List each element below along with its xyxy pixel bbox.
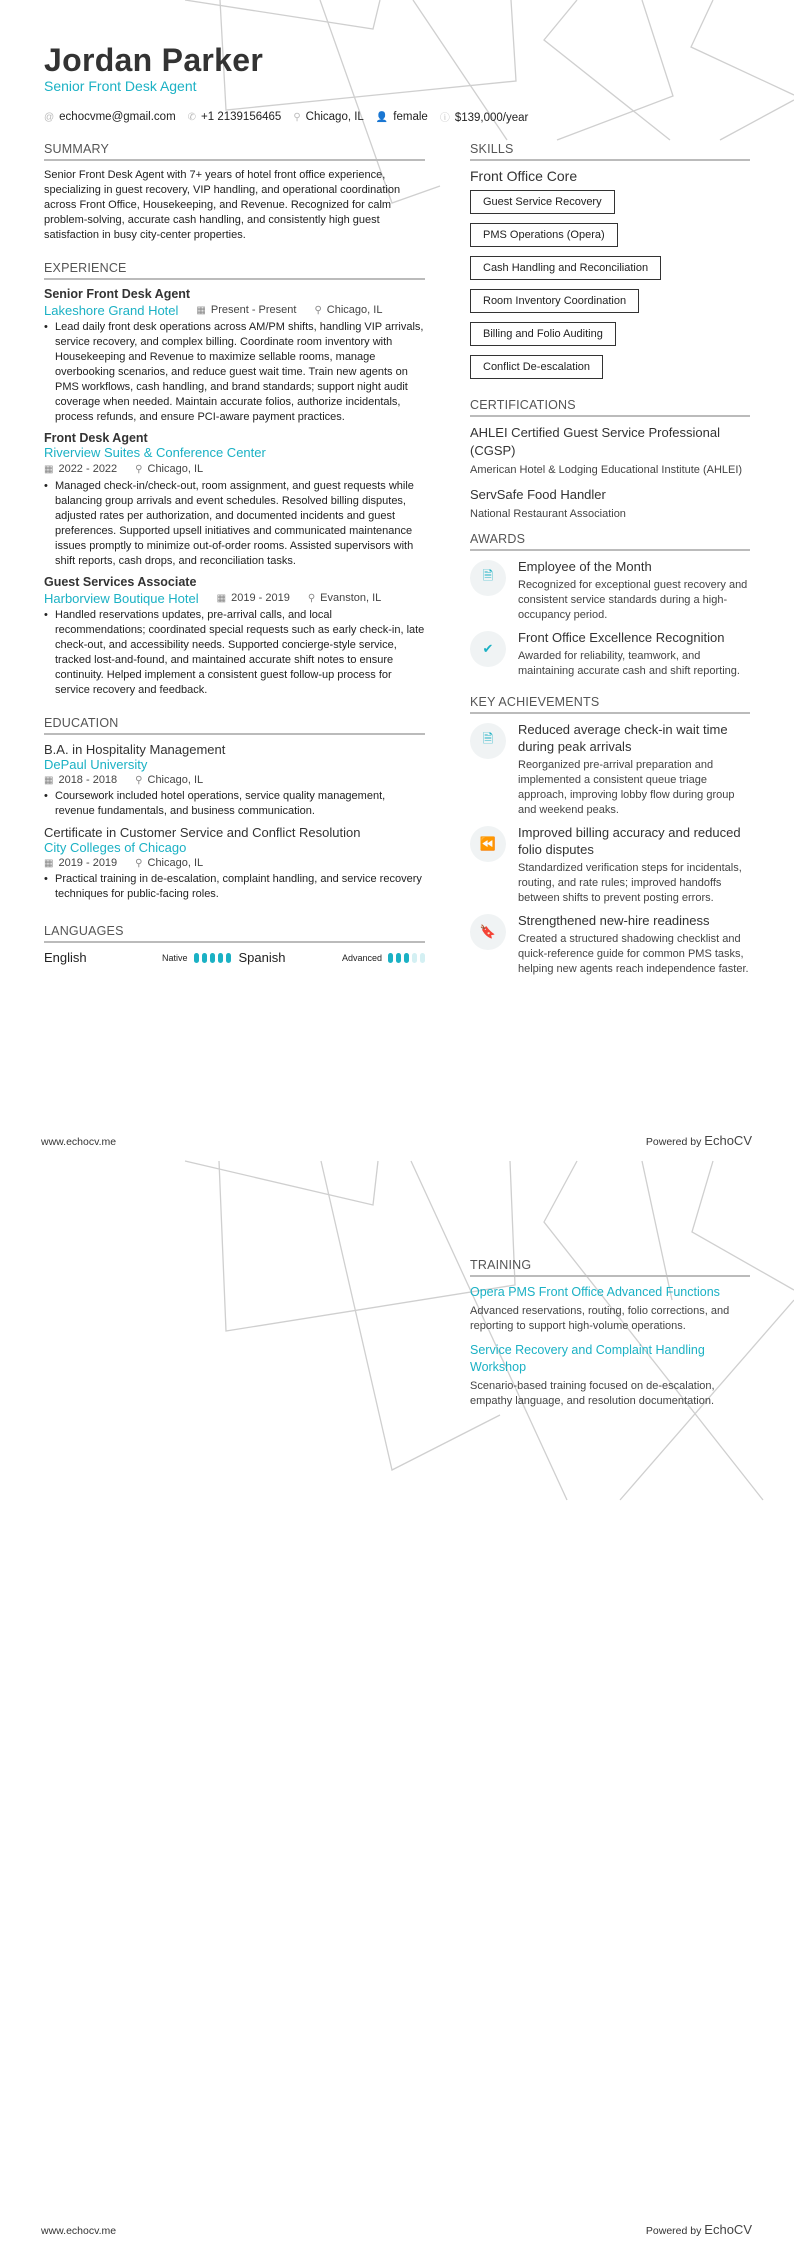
item-title: Employee of the Month — [518, 559, 652, 574]
bullet-list — [44, 479, 425, 569]
language-item — [44, 950, 231, 965]
skill-tag: Conflict De-escalation — [470, 355, 603, 379]
location-text: Chicago, IL — [147, 774, 204, 786]
date-range — [196, 301, 296, 320]
contact-item — [376, 111, 428, 123]
skills-category: Front Office Core — [470, 168, 578, 184]
item-body — [518, 721, 750, 818]
location — [314, 301, 382, 320]
location-text: Chicago, IL — [147, 857, 204, 869]
training-description: Advanced reservations, routing, folio corrections, and reporting to support high-volume operations. — [470, 1305, 730, 1332]
item-body — [518, 629, 750, 679]
summary-text: Senior Front Desk Agent with 7+ years of hotel front office experience, specializing in guest recovery, VIP handling, and operational coordination across Front Office, Housekeeping, and Revenue. Recognized for calm problem-solving, accurate cash handling, and consistently high guest satisfaction in busy city-center properties. — [44, 169, 401, 241]
achievement-item — [470, 912, 750, 977]
calendar-icon: ▦ — [44, 775, 54, 786]
date-text: Present - Present — [210, 304, 297, 316]
training-section — [470, 1258, 750, 1417]
proficiency-dot — [226, 953, 231, 963]
info-icon: ⓘ — [439, 113, 450, 124]
proficiency-dot — [388, 953, 393, 963]
section-heading: SUMMARY — [44, 142, 425, 161]
job-meta — [217, 589, 382, 608]
experience-item — [44, 431, 425, 569]
location-icon: ⚲ — [293, 111, 301, 123]
location-pin-icon: ⚲ — [135, 775, 143, 786]
location-text: Evanston, IL — [320, 592, 382, 604]
certification-issuer: American Hotel & Lodging Educational Institute (AHLEI) — [470, 464, 743, 476]
achievements-section — [470, 695, 750, 977]
item-title: Reduced average check-in wait time during peak arrivals — [518, 722, 728, 754]
date-range — [44, 460, 117, 479]
calendar-icon: ▦ — [196, 305, 206, 316]
item-description: Awarded for reliability, teamwork, and maintaining accurate cash and shift reporting. — [518, 650, 740, 677]
job-title: Front Desk Agent — [44, 431, 148, 445]
degree: B.A. in Hospitality Management — [44, 742, 226, 757]
school-name: City Colleges of Chicago — [44, 840, 187, 855]
summary-section — [44, 142, 425, 243]
section-heading: EXPERIENCE — [44, 261, 425, 280]
date-text: 2022 - 2022 — [58, 463, 118, 475]
contact-text[interactable]: echocvme@gmail.com — [59, 110, 176, 123]
proficiency-dots — [194, 953, 231, 963]
certification-issuer: National Restaurant Association — [470, 508, 626, 520]
contact-text: $139,000/year — [454, 112, 529, 124]
calendar-icon: ▦ — [44, 464, 54, 475]
item-body — [518, 824, 750, 906]
location-text: Chicago, IL — [147, 463, 204, 475]
job-title: Senior Front Desk Agent — [44, 287, 191, 301]
location-pin-icon: ⚲ — [135, 858, 143, 869]
skills-section — [470, 142, 750, 388]
footer-site[interactable]: www.echocv.me — [41, 1136, 117, 1148]
meta-row — [44, 772, 425, 789]
bullet: • Handled reservations updates, pre-arrival calls, and local recommendations; coordinated special requests such as early check-in, late check-out, and accessibility needs. Supported concierge-style service, tracked lost-and-found, and maintained accurate shift notes to ensure continuity. Helped implement a consistent guest follow-up process for service recovery and feedback. — [44, 608, 425, 698]
date-range — [44, 855, 117, 872]
contact-text: female — [393, 110, 428, 123]
contact-text: Chicago, IL — [305, 110, 364, 123]
date-text: 2019 - 2019 — [58, 857, 118, 869]
item-title: Improved billing accuracy and reduced folio disputes — [518, 825, 741, 857]
bullet-list — [44, 608, 425, 698]
school-name: DePaul University — [44, 757, 148, 772]
skill-tag: Billing and Folio Auditing — [470, 322, 616, 346]
section-heading: KEY ACHIEVEMENTS — [470, 695, 750, 714]
bookmark-icon: 🔖 — [470, 914, 506, 950]
language-name: English — [44, 950, 87, 965]
education-item — [44, 742, 425, 819]
location — [135, 460, 203, 479]
language-item — [239, 950, 426, 965]
location — [135, 855, 203, 872]
job-title: Guest Services Associate — [44, 575, 197, 589]
proficiency-dot — [396, 953, 401, 963]
language-name: Spanish — [238, 950, 286, 965]
contact-text[interactable]: +1 2139156465 — [201, 110, 282, 123]
section-heading: SKILLS — [470, 142, 750, 161]
degree: Certificate in Customer Service and Conflict Resolution — [44, 825, 361, 840]
job-meta — [44, 460, 203, 479]
date-range — [217, 589, 290, 608]
training-title: Opera PMS Front Office Advanced Functions — [470, 1285, 720, 1299]
calendar-icon: ▦ — [44, 858, 54, 869]
company-name: Lakeshore Grand Hotel — [44, 303, 179, 318]
experience-item — [44, 575, 425, 698]
company-name: Riverview Suites & Conference Center — [44, 445, 266, 460]
candidate-name: Jordan Parker — [44, 42, 264, 78]
contact-item — [440, 109, 529, 124]
location-pin-icon: ⚲ — [135, 464, 143, 475]
meta-row — [44, 855, 425, 872]
document-icon: 🗎 — [470, 723, 506, 759]
award-item — [470, 558, 750, 623]
proficiency-dots — [388, 953, 425, 963]
education-item — [44, 825, 425, 902]
brand-logo: EchoCV — [704, 1133, 752, 1148]
rewind-icon: ⏪ — [470, 826, 506, 862]
language-level: Advanced — [341, 952, 382, 963]
bullet: • Practical training in de-escalation, complaint handling, and service recovery techniques for public-facing roles. — [44, 872, 425, 902]
bullet-list — [44, 789, 425, 819]
section-heading: AWARDS — [470, 532, 750, 551]
job-meta — [196, 301, 382, 320]
experience-section — [44, 261, 425, 698]
date-range — [44, 772, 117, 789]
bullet: • Coursework included hotel operations, service quality management, revenue fundamentals, and business communication. — [44, 789, 425, 819]
proficiency-dot — [412, 953, 417, 963]
meta-row — [44, 301, 425, 320]
date-text: 2019 - 2019 — [231, 592, 290, 604]
experience-item — [44, 287, 425, 425]
bullet: • Managed check-in/check-out, room assignment, and guest requests while balancing group arrivals and event schedules. Resolved billing disputes, adjusted rates per authorization, and documented incidents and guest preferences. Supported upsell initiatives and communicated maintenance issues promptly to minimize out-of-order rooms. Assisted supervisors with shift reports, cash drops, and reconciliation tasks. — [44, 479, 425, 569]
proficiency-dot — [404, 953, 409, 963]
certification-name: ServSafe Food Handler — [470, 487, 606, 502]
awards-section — [470, 532, 750, 679]
proficiency-dot — [218, 953, 223, 963]
section-heading: CERTIFICATIONS — [470, 398, 750, 417]
languages-section — [44, 924, 425, 965]
proficiency-dot — [420, 953, 425, 963]
training-description: Scenario-based training focused on de-escalation, empathy language, and resolution documentation. — [470, 1380, 715, 1407]
item-description: Reorganized pre-arrival preparation and implemented a consistent queue triage approach, improving lobby flow during group and weekend peaks. — [518, 759, 735, 816]
item-body — [518, 558, 750, 623]
item-title: Front Office Excellence Recognition — [518, 630, 725, 645]
item-description: Standardized verification steps for incidentals, routing, and rate rules; improved handoffs between shifts to prevent posting errors. — [518, 862, 742, 904]
job-meta — [44, 772, 203, 789]
achievement-item — [470, 824, 750, 906]
location-pin-icon: ⚲ — [314, 305, 322, 316]
contact-row — [44, 109, 528, 124]
bullet-list — [44, 872, 425, 902]
certification-name: AHLEI Certified Guest Service Professional (CGSP) — [470, 425, 720, 458]
education-section — [44, 716, 425, 902]
location-pin-icon: ⚲ — [307, 593, 316, 604]
bullet: • Lead daily front desk operations across AM/PM shifts, handling VIP arrivals, service recovery, and complex billing. Coordinate room inventory with Housekeeping and Revenue to maximize sellable rooms, manage overbooking scenarios, and reduce guest wait time. Train new agents on PMS workflows, cash handling, and brand standards; support night audit coverage when needed. Maintain accurate folios, authorize incidentals, process refunds, and ensure PCI-aware payment practices. — [44, 320, 425, 425]
item-description: Created a structured shadowing checklist and quick-reference guide for common PMS tasks, helping new agents reach independence faster. — [518, 933, 749, 975]
section-heading: EDUCATION — [44, 716, 425, 735]
item-body — [518, 912, 750, 977]
language-level: Native — [161, 952, 188, 963]
powered-label: Powered by — [645, 1136, 702, 1148]
contact-item — [44, 111, 176, 123]
proficiency-dot — [202, 953, 207, 963]
calendar-icon: ▦ — [216, 593, 227, 604]
company-name: Harborview Boutique Hotel — [44, 591, 199, 606]
brand-logo: EchoCV — [704, 2222, 752, 2237]
item-title: Strengthened new-hire readiness — [518, 913, 710, 928]
footer-powered — [646, 1133, 752, 1148]
skill-tag: PMS Operations (Opera) — [470, 223, 618, 247]
at-icon: @ — [44, 111, 55, 123]
skill-tag: Room Inventory Coordination — [470, 289, 639, 313]
section-heading: TRAINING — [470, 1258, 750, 1277]
date-text: 2018 - 2018 — [58, 774, 118, 786]
proficiency-dot — [210, 953, 215, 963]
phone-icon: ✆ — [187, 111, 197, 123]
certifications-section — [470, 398, 750, 522]
document-icon: 🗎 — [470, 560, 506, 596]
right-column — [470, 142, 750, 983]
item-description: Recognized for exceptional guest recovery and consistent service standards during a high-occupancy period. — [518, 579, 748, 621]
powered-label: Powered by — [645, 2225, 702, 2237]
job-meta — [44, 855, 203, 872]
contact-item — [188, 111, 282, 123]
check-circle-icon: ✔ — [470, 631, 506, 667]
footer-site[interactable]: www.echocv.me — [41, 2225, 117, 2237]
meta-row — [44, 589, 425, 608]
meta-row — [44, 460, 425, 479]
achievement-item — [470, 721, 750, 818]
award-item — [470, 629, 750, 679]
location — [308, 589, 381, 608]
proficiency-dot — [194, 953, 199, 963]
location — [135, 772, 203, 789]
skill-tag: Guest Service Recovery — [470, 190, 615, 214]
bullet-list — [44, 320, 425, 425]
person-icon: 👤 — [375, 111, 389, 123]
skill-tag: Cash Handling and Reconciliation — [470, 256, 661, 280]
contact-item — [293, 111, 364, 123]
section-heading: LANGUAGES — [44, 924, 425, 943]
training-title: Service Recovery and Complaint Handling Workshop — [470, 1343, 705, 1374]
location-text: Chicago, IL — [326, 304, 383, 316]
left-column — [44, 142, 425, 965]
candidate-title: Senior Front Desk Agent — [44, 78, 197, 94]
footer-powered — [646, 2222, 752, 2237]
